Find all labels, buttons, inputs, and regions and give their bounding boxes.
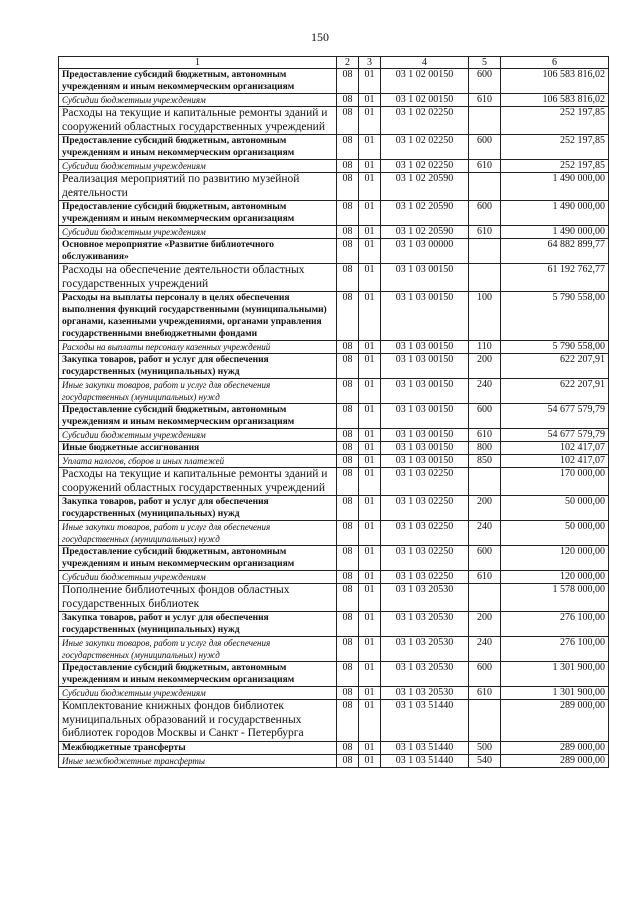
row-subsection: 01 — [359, 637, 381, 662]
row-amount: 276 100,00 — [501, 612, 609, 637]
row-amount: 102 417,07 — [501, 442, 609, 455]
table-row — [59, 584, 609, 612]
row-amount: 50 000,00 — [501, 496, 609, 521]
row-expense-type: 100 — [469, 292, 501, 341]
row-target-code: 03 1 02 00150 — [381, 94, 469, 107]
table-row — [59, 135, 609, 160]
table-row — [59, 741, 609, 754]
row-expense-type: 500 — [469, 741, 501, 754]
row-amount: 252 197,85 — [501, 160, 609, 173]
row-amount: 1 490 000,00 — [501, 201, 609, 226]
row-amount: 5 790 558,00 — [501, 341, 609, 354]
row-section: 08 — [337, 341, 359, 354]
row-target-code: 03 1 03 20530 — [381, 637, 469, 662]
row-expense-type: 800 — [469, 442, 501, 455]
row-expense-type: 850 — [469, 455, 501, 468]
row-subsection: 01 — [359, 612, 381, 637]
table-body — [59, 69, 609, 768]
table-row — [59, 455, 609, 468]
row-section: 08 — [337, 264, 359, 292]
table-row — [59, 571, 609, 584]
row-subsection: 01 — [359, 107, 381, 135]
row-amount: 54 677 579,79 — [501, 404, 609, 429]
row-name: Иные закупки товаров, работ и услуг для обеспечения государственных (муниципальных) нужд — [59, 637, 337, 662]
row-section: 08 — [337, 94, 359, 107]
row-name: Субсидии бюджетным учреждениям — [59, 429, 337, 442]
row-name: Расходы на выплаты персоналу казенных учреждений — [59, 341, 337, 354]
row-amount: 54 677 579,79 — [501, 429, 609, 442]
table-row — [59, 354, 609, 379]
table-row — [59, 94, 609, 107]
table-row — [59, 637, 609, 662]
row-expense-type: 600 — [469, 201, 501, 226]
row-name: Иные межбюджетные трансферты — [59, 754, 337, 767]
row-target-code: 03 1 02 20590 — [381, 226, 469, 239]
budget-table — [58, 56, 609, 768]
row-name: Межбюджетные трансферты — [59, 741, 337, 754]
row-target-code: 03 1 03 00150 — [381, 429, 469, 442]
table-row — [59, 379, 609, 404]
table-row — [59, 662, 609, 687]
row-amount: 5 790 558,00 — [501, 292, 609, 341]
row-amount: 1 490 000,00 — [501, 173, 609, 201]
row-amount: 289 000,00 — [501, 741, 609, 754]
row-section: 08 — [337, 584, 359, 612]
row-subsection: 01 — [359, 429, 381, 442]
header-col-6: 6 — [501, 57, 609, 69]
table-row — [59, 468, 609, 496]
row-expense-type: 540 — [469, 754, 501, 767]
row-amount: 120 000,00 — [501, 571, 609, 584]
row-target-code: 03 1 03 02250 — [381, 571, 469, 584]
row-section: 08 — [337, 201, 359, 226]
row-target-code: 03 1 03 00150 — [381, 455, 469, 468]
row-target-code: 03 1 03 51440 — [381, 754, 469, 767]
row-section: 08 — [337, 637, 359, 662]
row-expense-type: 610 — [469, 687, 501, 700]
row-expense-type: 240 — [469, 637, 501, 662]
page-number: 150 — [311, 30, 329, 44]
row-subsection: 01 — [359, 264, 381, 292]
row-subsection: 01 — [359, 687, 381, 700]
row-amount: 622 207,91 — [501, 354, 609, 379]
row-target-code: 03 1 03 20530 — [381, 687, 469, 700]
row-target-code: 03 1 03 00150 — [381, 354, 469, 379]
row-expense-type: 610 — [469, 429, 501, 442]
row-subsection: 01 — [359, 226, 381, 239]
row-name: Иные закупки товаров, работ и услуг для обеспечения государственных (муниципальных) нужд — [59, 379, 337, 404]
row-subsection: 01 — [359, 468, 381, 496]
row-subsection: 01 — [359, 404, 381, 429]
row-subsection: 01 — [359, 239, 381, 264]
table-row — [59, 226, 609, 239]
row-target-code: 03 1 02 00150 — [381, 69, 469, 94]
row-name: Пополнение библиотечных фондов областных государственных библиотек — [59, 584, 337, 612]
table-row — [59, 107, 609, 135]
row-section: 08 — [337, 135, 359, 160]
row-subsection: 01 — [359, 496, 381, 521]
row-amount: 120 000,00 — [501, 546, 609, 571]
row-target-code: 03 1 03 00150 — [381, 404, 469, 429]
row-amount: 289 000,00 — [501, 700, 609, 742]
row-section: 08 — [337, 700, 359, 742]
row-expense-type: 200 — [469, 354, 501, 379]
row-subsection: 01 — [359, 135, 381, 160]
table-row — [59, 700, 609, 742]
row-expense-type: 240 — [469, 521, 501, 546]
row-target-code: 03 1 03 20530 — [381, 584, 469, 612]
row-target-code: 03 1 02 02250 — [381, 107, 469, 135]
row-name: Комплектование книжных фондов библиотек муниципальных образований и государственных библиотек городов Москвы и Санкт - Петербурга — [59, 700, 337, 742]
row-target-code: 03 1 03 20530 — [381, 612, 469, 637]
row-name: Субсидии бюджетным учреждениям — [59, 687, 337, 700]
table-row — [59, 521, 609, 546]
row-subsection: 01 — [359, 700, 381, 742]
row-target-code: 03 1 03 00150 — [381, 341, 469, 354]
row-subsection: 01 — [359, 455, 381, 468]
row-subsection: 01 — [359, 69, 381, 94]
row-expense-type: 110 — [469, 341, 501, 354]
row-expense-type — [469, 584, 501, 612]
row-expense-type — [469, 239, 501, 264]
row-section: 08 — [337, 687, 359, 700]
table-row — [59, 404, 609, 429]
row-target-code: 03 1 03 00150 — [381, 442, 469, 455]
row-subsection: 01 — [359, 379, 381, 404]
row-amount: 106 583 816,02 — [501, 69, 609, 94]
row-target-code: 03 1 03 00000 — [381, 239, 469, 264]
row-amount: 64 882 899,77 — [501, 239, 609, 264]
header-col-3: 3 — [359, 57, 381, 69]
row-expense-type: 610 — [469, 226, 501, 239]
row-expense-type: 600 — [469, 404, 501, 429]
row-section: 08 — [337, 571, 359, 584]
table-row — [59, 429, 609, 442]
row-section: 08 — [337, 468, 359, 496]
row-name: Предоставление субсидий бюджетным, автономным учреждениям и иным некоммерческим организациям — [59, 546, 337, 571]
row-expense-type: 610 — [469, 571, 501, 584]
row-subsection: 01 — [359, 546, 381, 571]
table-row — [59, 496, 609, 521]
row-name: Предоставление субсидий бюджетным, автономным учреждениям и иным некоммерческим организациям — [59, 662, 337, 687]
row-section: 08 — [337, 429, 359, 442]
row-name: Предоставление субсидий бюджетным, автономным учреждениям и иным некоммерческим организациям — [59, 135, 337, 160]
row-amount: 1 301 900,00 — [501, 662, 609, 687]
row-target-code: 03 1 03 00150 — [381, 264, 469, 292]
row-subsection: 01 — [359, 173, 381, 201]
table-row — [59, 264, 609, 292]
table-row — [59, 341, 609, 354]
row-section: 08 — [337, 521, 359, 546]
table-row — [59, 201, 609, 226]
row-subsection: 01 — [359, 584, 381, 612]
row-amount: 61 192 762,77 — [501, 264, 609, 292]
row-section: 08 — [337, 69, 359, 94]
row-name: Предоставление субсидий бюджетным, автономным учреждениям и иным некоммерческим организациям — [59, 201, 337, 226]
row-name: Расходы на обеспечение деятельности областных государственных учреждений — [59, 264, 337, 292]
row-name: Закупка товаров, работ и услуг для обеспечения государственных (муниципальных) нужд — [59, 496, 337, 521]
row-expense-type — [469, 700, 501, 742]
row-name: Уплата налогов, сборов и иных платежей — [59, 455, 337, 468]
row-subsection: 01 — [359, 521, 381, 546]
row-amount: 1 578 000,00 — [501, 584, 609, 612]
row-target-code: 03 1 03 02250 — [381, 468, 469, 496]
row-amount: 252 197,85 — [501, 107, 609, 135]
row-expense-type — [469, 173, 501, 201]
row-name: Иные закупки товаров, работ и услуг для обеспечения государственных (муниципальных) нужд — [59, 521, 337, 546]
row-expense-type — [469, 107, 501, 135]
row-section: 08 — [337, 226, 359, 239]
row-subsection: 01 — [359, 201, 381, 226]
header-col-2: 2 — [337, 57, 359, 69]
row-name: Предоставление субсидий бюджетным, автономным учреждениям и иным некоммерческим организациям — [59, 404, 337, 429]
row-subsection: 01 — [359, 741, 381, 754]
row-subsection: 01 — [359, 662, 381, 687]
row-subsection: 01 — [359, 754, 381, 767]
row-section: 08 — [337, 239, 359, 264]
table-row — [59, 69, 609, 94]
header-col-5: 5 — [469, 57, 501, 69]
row-amount: 1 301 900,00 — [501, 687, 609, 700]
row-subsection: 01 — [359, 354, 381, 379]
row-expense-type: 610 — [469, 160, 501, 173]
row-name: Основное мероприятие «Развитие библиотечного обслуживания» — [59, 239, 337, 264]
row-amount: 50 000,00 — [501, 521, 609, 546]
row-section: 08 — [337, 754, 359, 767]
row-subsection: 01 — [359, 160, 381, 173]
row-section: 08 — [337, 662, 359, 687]
row-expense-type — [469, 264, 501, 292]
row-target-code: 03 1 03 20530 — [381, 662, 469, 687]
table-row — [59, 687, 609, 700]
table-row — [59, 160, 609, 173]
row-section: 08 — [337, 292, 359, 341]
row-name: Закупка товаров, работ и услуг для обеспечения государственных (муниципальных) нужд — [59, 354, 337, 379]
row-target-code: 03 1 03 00150 — [381, 292, 469, 341]
row-expense-type: 610 — [469, 94, 501, 107]
row-name: Субсидии бюджетным учреждениям — [59, 226, 337, 239]
row-expense-type: 200 — [469, 612, 501, 637]
row-target-code: 03 1 02 02250 — [381, 135, 469, 160]
row-expense-type: 600 — [469, 546, 501, 571]
row-expense-type: 200 — [469, 496, 501, 521]
row-name: Реализация мероприятий по развитию музейной деятельности — [59, 173, 337, 201]
row-amount: 170 000,00 — [501, 468, 609, 496]
row-section: 08 — [337, 546, 359, 571]
row-amount: 276 100,00 — [501, 637, 609, 662]
row-target-code: 03 1 02 20590 — [381, 173, 469, 201]
row-amount: 252 197,85 — [501, 135, 609, 160]
row-subsection: 01 — [359, 292, 381, 341]
header-col-4: 4 — [381, 57, 469, 69]
row-section: 08 — [337, 404, 359, 429]
table-row — [59, 442, 609, 455]
table-row — [59, 292, 609, 341]
row-name: Расходы на выплаты персоналу в целях обеспечения выполнения функций государственными (муниципальными) органами, казенными учреждениями, органами управления государственными внебюджетными фондами — [59, 292, 337, 341]
row-section: 08 — [337, 455, 359, 468]
row-name: Закупка товаров, работ и услуг для обеспечения государственных (муниципальных) нужд — [59, 612, 337, 637]
row-name: Расходы на текущие и капитальные ремонты зданий и сооружений областных государственных учреждений — [59, 468, 337, 496]
row-target-code: 03 1 02 20590 — [381, 201, 469, 226]
header-row — [59, 57, 609, 69]
row-name: Расходы на текущие и капитальные ремонты зданий и сооружений областных государственных учреждений — [59, 107, 337, 135]
row-name: Предоставление субсидий бюджетным, автономным учреждениям и иным некоммерческим организациям — [59, 69, 337, 94]
row-target-code: 03 1 03 51440 — [381, 741, 469, 754]
row-target-code: 03 1 03 02250 — [381, 521, 469, 546]
row-section: 08 — [337, 379, 359, 404]
table-row — [59, 239, 609, 264]
row-name: Субсидии бюджетным учреждениям — [59, 94, 337, 107]
row-subsection: 01 — [359, 571, 381, 584]
row-amount: 1 490 000,00 — [501, 226, 609, 239]
row-target-code: 03 1 03 02250 — [381, 546, 469, 571]
row-target-code: 03 1 03 00150 — [381, 379, 469, 404]
row-expense-type — [469, 468, 501, 496]
row-section: 08 — [337, 741, 359, 754]
row-amount: 622 207,91 — [501, 379, 609, 404]
row-expense-type: 240 — [469, 379, 501, 404]
table-row — [59, 754, 609, 767]
header-col-1: 1 — [59, 57, 337, 69]
row-section: 08 — [337, 107, 359, 135]
row-section: 08 — [337, 442, 359, 455]
row-amount: 289 000,00 — [501, 754, 609, 767]
row-section: 08 — [337, 160, 359, 173]
row-expense-type: 600 — [469, 662, 501, 687]
row-section: 08 — [337, 354, 359, 379]
row-section: 08 — [337, 496, 359, 521]
row-subsection: 01 — [359, 341, 381, 354]
row-expense-type: 600 — [469, 135, 501, 160]
table-row — [59, 173, 609, 201]
row-name: Иные бюджетные ассигнования — [59, 442, 337, 455]
row-subsection: 01 — [359, 442, 381, 455]
row-expense-type: 600 — [469, 69, 501, 94]
row-subsection: 01 — [359, 94, 381, 107]
table-row — [59, 546, 609, 571]
row-section: 08 — [337, 173, 359, 201]
row-name: Субсидии бюджетным учреждениям — [59, 571, 337, 584]
row-name: Субсидии бюджетным учреждениям — [59, 160, 337, 173]
row-amount: 106 583 816,02 — [501, 94, 609, 107]
row-amount: 102 417,07 — [501, 455, 609, 468]
row-target-code: 03 1 03 02250 — [381, 496, 469, 521]
row-target-code: 03 1 03 51440 — [381, 700, 469, 742]
row-target-code: 03 1 02 02250 — [381, 160, 469, 173]
table-row — [59, 612, 609, 637]
row-section: 08 — [337, 612, 359, 637]
